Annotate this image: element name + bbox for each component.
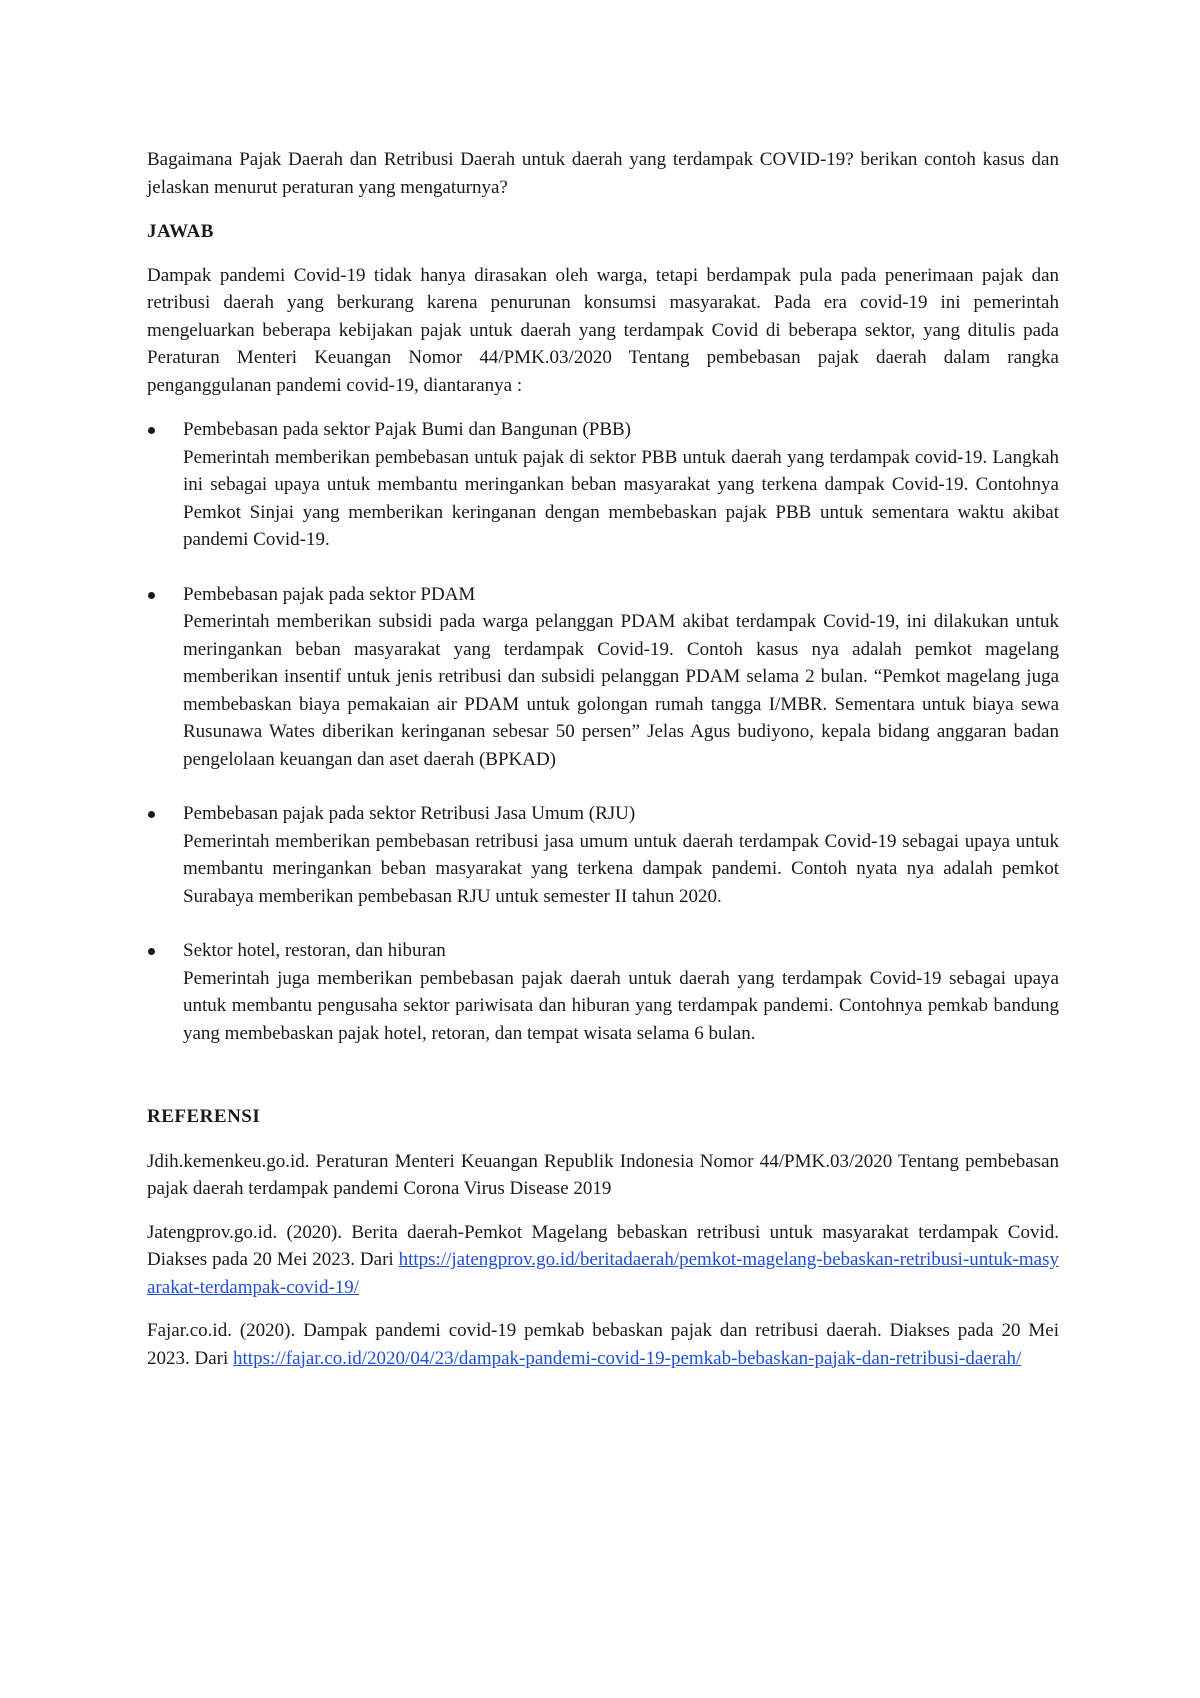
question-paragraph: Bagaimana Pajak Daerah dan Retribusi Daerah untuk daerah yang terdampak COVID-19? berikan contoh kasus dan jelaskan menurut peraturan yang mengaturnya?: [147, 149, 1059, 198]
document-page: [147, 146, 1059, 1388]
point-body: Pemerintah memberikan pembebasan untuk pajak di sektor PBB untuk daerah yang terdampak covid-19. Langkah ini sebagai upaya untuk membantu meringankan beban masyarakat yang terkena dampak Covid-19. Contohnya Pemkot Sinjai yang memberikan keringanan dengan membebaskan pajak PBB untuk sementara waktu akibat pandemi Covid-19.: [183, 446, 1059, 550]
reference-item: [147, 1317, 1059, 1372]
point-body: Pemerintah memberikan subsidi pada warga pelanggan PDAM akibat terdampak Covid-19, ini dilakukan untuk meringankan beban masyarakat yang terdampak Covid-19. Contoh kasus nya adalah pemkot magelang memberikan insentif untuk jenis retribusi dan subsidi pelanggan PDAM selama 2 bulan. “Pemkot magelang juga membebaskan biaya pemakaian air PDAM untuk golongan rumah tangga I/MBR. Sementara untuk biaya sewa Rusunawa Wates diberikan keringanan sebesar 50 persen” Jelas Agus budiyono, kepala bidang anggaran badan pengelolaan keuangan dan aset daerah (BPKAD): [183, 611, 1059, 770]
reference-link[interactable]: https://jatengprov.go.id/beritadaerah/pemkot-magelang-bebaskan-retribusi-untuk-masyarakat-terdampak-covid-19/: [147, 1249, 1059, 1298]
point-body: Pemerintah juga memberikan pembebasan pajak daerah untuk daerah yang terdampak Covid-19 sebagai upaya untuk membantu pengusaha sektor pariwisata dan hiburan yang terdampak pandemi. Contohnya pemkab bandung yang membebaskan pajak hotel, retoran, dan tempat wisata selama 6 bulan.: [183, 967, 1059, 1044]
reference-link[interactable]: https://fajar.co.id/2020/04/23/dampak-pandemi-covid-19-pemkab-bebaskan-pajak-dan-retribusi-daerah/: [233, 1347, 1022, 1369]
point-title: Pembebasan pajak pada sektor Retribusi Jasa Umum (RJU): [183, 803, 636, 824]
bullet-icon: [148, 427, 155, 434]
reference-item: [147, 1148, 1059, 1203]
point-title: Sektor hotel, restoran, dan hiburan: [183, 940, 446, 961]
list-item: [147, 800, 1059, 910]
list-item: [147, 416, 1059, 554]
answer-heading: JAWAB: [147, 221, 214, 242]
point-title: Pembebasan pajak pada sektor PDAM: [183, 583, 476, 605]
reference-text: Fajar.co.id. (2020). Dampak pandemi covid-19 pemkab bebaskan pajak dan retribusi daerah. Diakses pada 20 Mei 2023. Dari: [147, 1320, 1059, 1369]
list-item: [147, 581, 1059, 774]
intro-paragraph: Dampak pandemi Covid-19 tidak hanya dirasakan oleh warga, tetapi berdampak pula pada penerimaan pajak dan retribusi daerah yang berkurang karena penurunan konsumsi masyarakat. Pada era covid-19 ini pemerintah mengeluarkan beberapa kebijakan pajak untuk daerah yang terdampak Covid di beberapa sektor, yang ditulis pada Peraturan Menteri Keuangan Nomor 44/PMK.03/2020 Tentang pembebasan pajak daerah dalam rangka penganggulanan pandemi covid-19, diantaranya :: [147, 264, 1059, 396]
point-body: Pemerintah memberikan pembebasan retribusi jasa umum untuk daerah terdampak Covid-19 sebagai upaya untuk membantu meringankan beban masyarakat yang terkena dampak pandemi. Contoh nyata nya adalah pemkot Surabaya memberikan pembebasan RJU untuk semester II tahun 2020.: [183, 830, 1059, 907]
point-title: Pembebasan pada sektor Pajak Bumi dan Bangunan (PBB): [183, 419, 632, 440]
references-heading: REFERENSI: [147, 1106, 261, 1127]
reference-text: Jatengprov.go.id. (2020). Berita daerah-Pemkot Magelang bebaskan retribusi untuk masyarakat terdampak Covid. Diakses pada 20 Mei 2023. Dari: [147, 1221, 1059, 1270]
reference-text: Jdih.kemenkeu.go.id. Peraturan Menteri Keuangan Republik Indonesia Nomor 44/PMK.03/2020 Tentang pembebasan pajak daerah terdampak pandemi Corona Virus Disease 2019: [147, 1150, 1059, 1199]
policy-list: [147, 416, 1059, 1047]
bullet-icon: [148, 948, 155, 955]
bullet-icon: [148, 592, 155, 599]
list-item: [147, 937, 1059, 1047]
reference-item: [147, 1219, 1059, 1302]
bullet-icon: [148, 811, 155, 818]
